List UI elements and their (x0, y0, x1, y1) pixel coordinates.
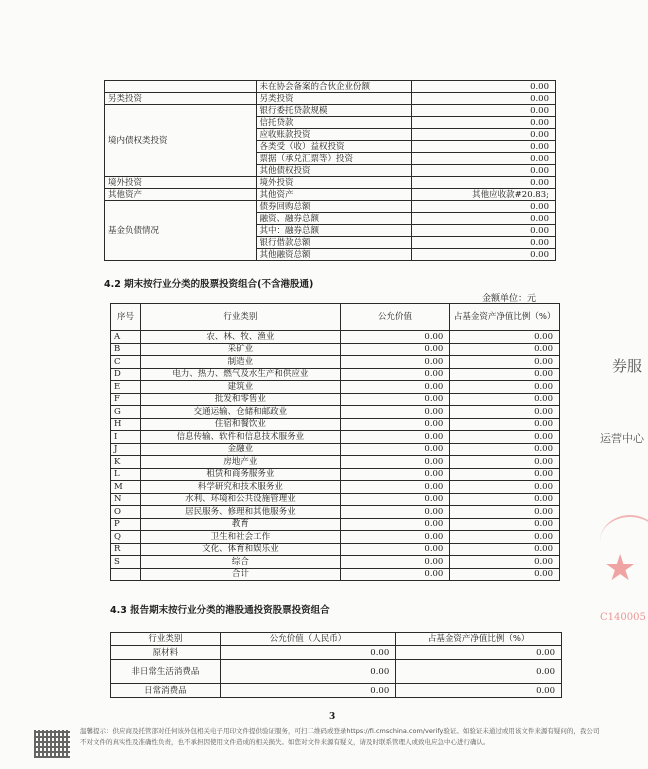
industry-code: D (111, 368, 141, 381)
industry-ratio: 0.00 (450, 393, 560, 406)
industry-row (111, 443, 560, 456)
industry-name: 综合 (140, 556, 340, 569)
industry-ratio: 0.00 (450, 493, 560, 506)
industry-row (111, 418, 560, 431)
industry-fair-value: 0.00 (340, 343, 450, 356)
industry-name: 住宿和餐饮业 (140, 418, 340, 431)
industry-fair-value: 0.00 (340, 481, 450, 494)
asset-row (105, 201, 556, 213)
asset-item: 债券回购总额 (256, 201, 412, 213)
asset-value: 0.00 (412, 249, 556, 261)
asset-value: 0.00 (412, 129, 556, 141)
industry-row (111, 556, 560, 569)
industry-row (111, 456, 560, 469)
section-4-3-heading: 4.3 报告期末按行业分类的港股通投资股票投资组合 (110, 605, 330, 616)
header-index: 序号 (111, 304, 141, 331)
industry-fair-value: 0.00 (340, 456, 450, 469)
header-ratio: 占基金资产净值比例（%） (450, 304, 560, 331)
industry-name: 制造业 (140, 356, 340, 369)
industry-row (111, 543, 560, 556)
industry-ratio: 0.00 (450, 331, 560, 344)
industry-ratio: 0.00 (450, 468, 560, 481)
hk-industry: 原材料 (111, 646, 221, 660)
asset-item: 信托贷款 (256, 117, 412, 129)
industry-code: H (111, 418, 141, 431)
industry-name: 金融业 (140, 443, 340, 456)
asset-value: 0.00 (412, 81, 556, 93)
asset-item: 未在协会备案的合伙企业份额 (256, 81, 412, 93)
asset-item: 各类受（收）益权投资 (256, 141, 412, 153)
hk-ratio: 0.00 (396, 646, 562, 660)
industry-row (111, 531, 560, 544)
industry-ratio: 0.00 (450, 381, 560, 394)
industry-ratio: 0.00 (450, 418, 560, 431)
industry-ratio: 0.00 (450, 543, 560, 556)
industry-fair-value: 0.00 (340, 331, 450, 344)
industry-row (111, 481, 560, 494)
asset-item: 其他债权投资 (256, 165, 412, 177)
asset-value: 0.00 (412, 225, 556, 237)
asset-item: 境外投资 (256, 177, 412, 189)
asset-value: 0.00 (412, 153, 556, 165)
industry-fair-value: 0.00 (340, 406, 450, 419)
hk-fair-value: 0.00 (220, 660, 396, 684)
industry-ratio: 0.00 (450, 443, 560, 456)
industry-name: 交通运输、仓储和邮政业 (140, 406, 340, 419)
industry-code: R (111, 543, 141, 556)
industry-name: 信息传输、软件和信息技术服务业 (140, 431, 340, 444)
industry-name: 科学研究和技术服务业 (140, 481, 340, 494)
hk-connect-table (110, 632, 562, 698)
industry-row (111, 381, 560, 394)
industry-ratio: 0.00 (450, 518, 560, 531)
hk-ratio: 0.00 (396, 660, 562, 684)
industry-name: 农、林、牧、渔业 (140, 331, 340, 344)
asset-category: 境外投资 (105, 177, 257, 189)
industry-code: B (111, 343, 141, 356)
industry-code: S (111, 556, 141, 569)
industry-ratio: 0.00 (450, 568, 560, 581)
industry-fair-value: 0.00 (340, 431, 450, 444)
hk-header-fair-value: 公允价值（人民币） (220, 633, 396, 646)
industry-row (111, 393, 560, 406)
unit-label: 金额单位：元 (482, 294, 537, 304)
industry-code: L (111, 468, 141, 481)
asset-item: 其中：融券总额 (256, 225, 412, 237)
industry-ratio: 0.00 (450, 343, 560, 356)
industry-name: 教育 (140, 518, 340, 531)
asset-value: 其他应收款#20.83; (412, 189, 556, 201)
industry-fair-value: 0.00 (340, 506, 450, 519)
industry-name: 采矿业 (140, 343, 340, 356)
industry-stock-table (110, 303, 560, 581)
asset-value: 0.00 (412, 165, 556, 177)
header-industry: 行业类别 (140, 304, 340, 331)
industry-fair-value: 0.00 (340, 443, 450, 456)
industry-code: I (111, 431, 141, 444)
industry-name: 电力、热力、燃气及水生产和供应业 (140, 368, 340, 381)
industry-ratio: 0.00 (450, 456, 560, 469)
industry-ratio: 0.00 (450, 406, 560, 419)
section-4-2-heading: 4.2 期末按行业分类的股票投资组合(不含港股通) (104, 279, 314, 290)
industry-fair-value: 0.00 (340, 393, 450, 406)
industry-row (111, 518, 560, 531)
industry-fair-value: 0.00 (340, 543, 450, 556)
asset-category: 另类投资 (105, 93, 257, 105)
hk-row (111, 660, 562, 684)
footer-notice: 温馨提示：供应商及托管部对任何该外包相关电子用印文件提供验证服务，可扫二维码或登录https://fi.cmschina.com/verify验证。如验证未通过或用该文件来源有疑问的，我公司不对文件的真实性及准确性负责，也不承担因使用文件造成的相关损失。如您对文件来源有疑义，请及时联系管理人或致电应急中心进行确认。 (80, 727, 600, 746)
industry-code: Q (111, 531, 141, 544)
asset-row (105, 177, 556, 189)
industry-code: F (111, 393, 141, 406)
industry-fair-value: 0.00 (340, 568, 450, 581)
hk-fair-value: 0.00 (220, 646, 396, 660)
edge-mark-1: 券服 (612, 357, 643, 375)
industry-name: 卫生和社会工作 (140, 531, 340, 544)
page-number: 3 (329, 712, 336, 722)
industry-fair-value: 0.00 (340, 556, 450, 569)
industry-row (111, 493, 560, 506)
industry-code: C (111, 356, 141, 369)
asset-value: 0.00 (412, 177, 556, 189)
hk-row (111, 646, 562, 660)
asset-value: 0.00 (412, 93, 556, 105)
asset-item: 应收账款投资 (256, 129, 412, 141)
industry-fair-value: 0.00 (340, 368, 450, 381)
industry-ratio: 0.00 (450, 556, 560, 569)
industry-code: N (111, 493, 141, 506)
industry-name: 房地产业 (140, 456, 340, 469)
asset-value: 0.00 (412, 117, 556, 129)
industry-row (111, 468, 560, 481)
asset-item: 银行委托贷款规模 (256, 105, 412, 117)
hk-industry: 日常消费品 (111, 684, 221, 698)
industry-code: A (111, 331, 141, 344)
hk-industry: 非日常生活消费品 (111, 660, 221, 684)
asset-item: 其他融资总额 (256, 249, 412, 261)
industry-name: 文化、体育和娱乐业 (140, 543, 340, 556)
asset-value: 0.00 (412, 105, 556, 117)
industry-code: K (111, 456, 141, 469)
hk-header-industry: 行业类别 (111, 633, 221, 646)
industry-fair-value: 0.00 (340, 493, 450, 506)
asset-category: 其他资产 (105, 189, 257, 201)
industry-fair-value: 0.00 (340, 381, 450, 394)
asset-row (105, 189, 556, 201)
industry-name: 租赁和商务服务业 (140, 468, 340, 481)
hk-ratio: 0.00 (396, 684, 562, 698)
industry-row (111, 368, 560, 381)
industry-fair-value: 0.00 (340, 418, 450, 431)
industry-row (111, 506, 560, 519)
asset-item: 其他资产 (256, 189, 412, 201)
industry-row (111, 343, 560, 356)
hk-header-ratio: 占基金资产净值比例（%） (396, 633, 562, 646)
asset-row (105, 81, 556, 93)
industry-fair-value: 0.00 (340, 518, 450, 531)
industry-code (111, 568, 141, 581)
qr-code-icon[interactable] (34, 730, 70, 758)
industry-code: G (111, 406, 141, 419)
industry-name: 批发和零售业 (140, 393, 340, 406)
asset-value: 0.00 (412, 213, 556, 225)
asset-item: 融资、融券总额 (256, 213, 412, 225)
industry-ratio: 0.00 (450, 531, 560, 544)
industry-code: J (111, 443, 141, 456)
industry-fair-value: 0.00 (340, 468, 450, 481)
industry-name: 建筑业 (140, 381, 340, 394)
hk-fair-value: 0.00 (220, 684, 396, 698)
asset-item: 银行借款总额 (256, 237, 412, 249)
header-fair-value: 公允价值 (340, 304, 450, 331)
industry-code: O (111, 506, 141, 519)
industry-name: 水利、环境和公共设施管理业 (140, 493, 340, 506)
industry-row (111, 568, 560, 581)
industry-ratio: 0.00 (450, 368, 560, 381)
edge-mark-2: 运营中心 (600, 432, 644, 445)
industry-code: E (111, 381, 141, 394)
asset-item: 票据（承兑汇票等）投资 (256, 153, 412, 165)
industry-ratio: 0.00 (450, 431, 560, 444)
industry-code: M (111, 481, 141, 494)
industry-fair-value: 0.00 (340, 356, 450, 369)
industry-row (111, 356, 560, 369)
stamp-code: C140005 (600, 612, 646, 623)
asset-value: 0.00 (412, 237, 556, 249)
industry-fair-value: 0.00 (340, 531, 450, 544)
industry-row (111, 406, 560, 419)
hk-row (111, 684, 562, 698)
asset-allocation-table (104, 80, 556, 261)
asset-category: 基金负债情况 (105, 201, 257, 261)
industry-ratio: 0.00 (450, 506, 560, 519)
industry-row (111, 331, 560, 344)
industry-row (111, 431, 560, 444)
asset-category: 境内债权类投资 (105, 105, 257, 177)
asset-value: 0.00 (412, 201, 556, 213)
industry-name: 居民服务、修理和其他服务业 (140, 506, 340, 519)
asset-item: 另类投资 (256, 93, 412, 105)
industry-name: 合计 (140, 568, 340, 581)
industry-ratio: 0.00 (450, 481, 560, 494)
asset-row (105, 93, 556, 105)
asset-category (105, 81, 257, 93)
stamp-star-icon: ★ (604, 548, 637, 589)
industry-ratio: 0.00 (450, 356, 560, 369)
asset-value: 0.00 (412, 141, 556, 153)
asset-row (105, 105, 556, 117)
industry-code: P (111, 518, 141, 531)
